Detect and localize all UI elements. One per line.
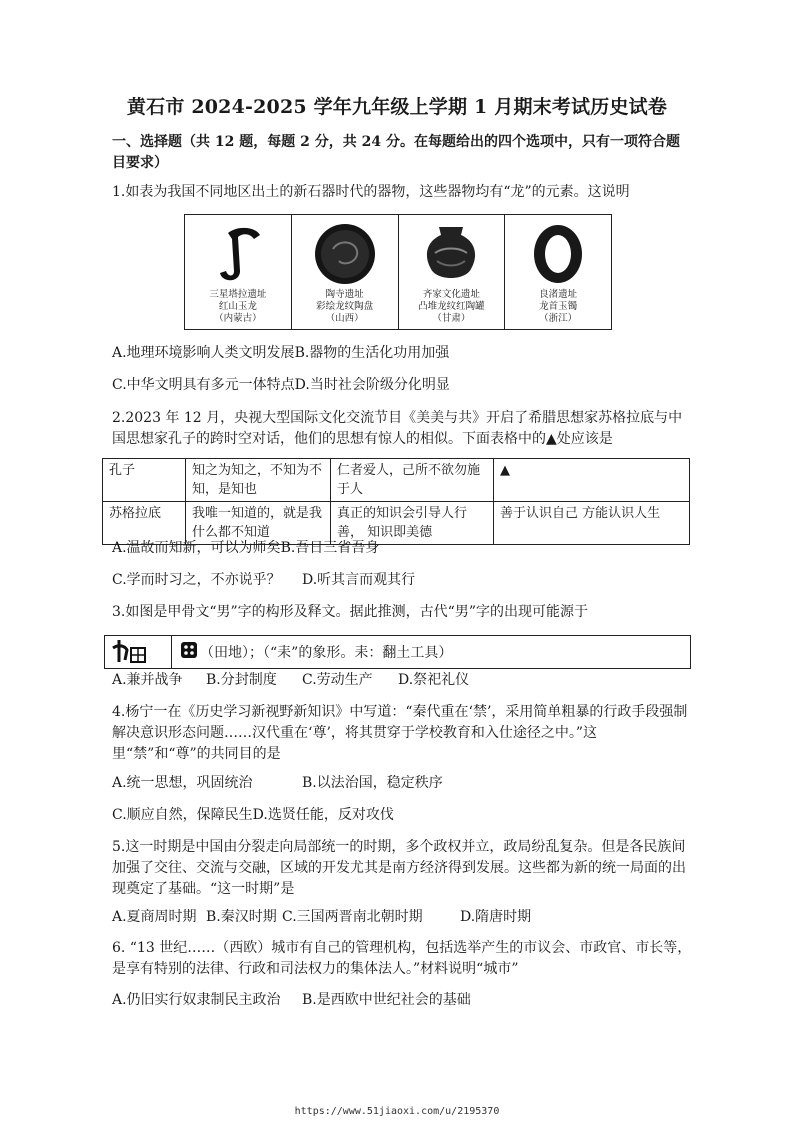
option-a[interactable]: A.兼并战争 (112, 672, 183, 688)
option-a[interactable]: A.仍旧实行奴隶制民主政治 (112, 992, 281, 1008)
option-d[interactable]: D.听其言而观其行 (302, 572, 416, 588)
painted-plate-icon (305, 221, 385, 287)
option-b[interactable]: B.器物的生活化功用加强 (294, 345, 450, 361)
comparison-table (102, 458, 690, 545)
artifact-caption: 红山玉龙 (218, 301, 257, 312)
section-header: 一、选择题（共 12 题，每题 2 分，共 24 分。在每题给出的四个选项中，只有一项符合题目要求） (112, 134, 680, 171)
option-c[interactable]: C.顺应自然，保障民生 (112, 807, 253, 823)
jade-bracelet-icon (518, 221, 598, 287)
artifact-caption: （内蒙古） (214, 313, 262, 324)
table-cell: ▲ (494, 459, 690, 502)
question-4-options-row1 (112, 773, 692, 793)
artifact-caption: 三星塔拉遗址 (209, 289, 267, 300)
pottery-jar-icon (411, 221, 491, 287)
question-2-options-row2 (112, 570, 692, 590)
question-5-stem: 5.这一时期是中国由分裂走向局部统一的时期，多个政权并立，政局纷乱复杂。但是各民族间加强了交往、交流与交融，区域的开发尤其是南方经济得到发展。这些都为新的统一局面的出现奠定了基础。“这一时期”是 (112, 839, 686, 897)
option-b[interactable]: B.是西欧中世纪社会的基础 (302, 992, 471, 1008)
table-cell: 真正的知识会引导人行善， 知识即美德 (331, 502, 494, 545)
artifact-caption: 良渚遗址 (539, 289, 578, 300)
option-a[interactable]: A.温故而知新，可以为师矣 (112, 540, 281, 556)
option-d[interactable]: D.当时社会阶级分化明显 (294, 377, 450, 393)
field-glyph-icon (180, 641, 200, 663)
artifact-caption: 龙首玉镯 (539, 301, 578, 312)
table-cell: 孔子 (103, 459, 186, 502)
option-c[interactable]: C.劳动生产 (302, 672, 373, 688)
question-4-stem: 4.杨宁一在《历史学习新视野新知识》中写道：“秦代重在‘禁’，采用简单粗暴的行政手段强制解决意识形态问题……汉代重在‘尊’，将其贯穿于学校教育和入仕途径之中。”这里“禁”和“尊”的共同目的是 (112, 704, 688, 762)
question-3-options (112, 670, 692, 690)
page-title: 黄石市 2024-2025 学年九年级上学期 1 月期末考试历史试卷 (126, 96, 668, 118)
question-2-stem: 2.2023 年 12 月，央视大型国际文化交流节目《美美与共》开启了希腊思想家苏格拉底与中国思想家孔子的跨时空对话，他们的思想有惊人的相似。下面表格中的▲处应该是 (112, 410, 683, 447)
question-2-options-row1 (112, 538, 692, 558)
oracle-explanation: （田地）；（“耒”的象形。耒：翻土工具） (200, 645, 453, 661)
option-c[interactable]: C.学而时习之，不亦说乎？ (112, 572, 281, 588)
artifact-caption: （甘肃） (432, 313, 471, 324)
table-row (103, 459, 690, 502)
artifact-table (184, 214, 612, 330)
artifact-caption: 彩绘龙纹陶盘 (316, 301, 374, 312)
option-d[interactable]: D.选贤任能，反对攻伐 (252, 807, 394, 823)
option-b[interactable]: B.分封制度 (206, 672, 277, 688)
question-1-options-row2 (112, 375, 692, 395)
option-a[interactable]: A.夏商周时期 (112, 909, 197, 925)
oracle-bone-nan-icon (105, 636, 172, 668)
option-a[interactable]: A.统一思想，巩固统治 (112, 775, 253, 791)
option-a[interactable]: A.地理环境影响人类文明发展 (112, 345, 295, 361)
oracle-bone-table (104, 635, 691, 669)
jade-dragon-icon (198, 221, 278, 287)
artifact-caption: （浙江） (539, 313, 578, 324)
question-3-stem: 3.如图是甲骨文“男”字的构形及释文。据此推测，古代“男”字的出现可能源于 (112, 604, 588, 620)
question-1-options-row1 (112, 343, 692, 363)
artifact-cell (399, 215, 506, 329)
artifact-caption: 陶寺遗址 (325, 289, 364, 300)
artifact-cell (185, 215, 292, 329)
artifact-cell (292, 215, 399, 329)
table-cell: 我唯一知道的，就是我什么都不知道 (186, 502, 331, 545)
artifact-caption: 凸堆龙纹红陶罐 (418, 301, 485, 312)
option-d[interactable]: D.祭祀礼仪 (398, 672, 470, 688)
question-6-options (112, 990, 692, 1010)
option-d[interactable]: D.隋唐时期 (460, 909, 532, 925)
artifact-caption: 齐家文化遗址 (422, 289, 480, 300)
question-6-stem: 6. “13 世纪……（西欧）城市有自己的管理机构，包括选举产生的市议会、市政官、市长等，是享有特别的法律、行政和司法权力的集体法人。”材料说明“城市” (112, 940, 692, 977)
table-cell: 知之为知之，不知为不知，是知也 (186, 459, 331, 502)
table-cell: 善于认识自己 方能认识人生 (494, 502, 690, 545)
artifact-caption: （山西） (325, 313, 364, 324)
table-cell: 苏格拉底 (103, 502, 186, 545)
question-1-stem: 1.如表为我国不同地区出土的新石器时代的器物，这些器物均有“龙”的元素。这说明 (112, 184, 630, 200)
option-b[interactable]: B.吾日三省吾身 (280, 540, 380, 556)
question-5-options (112, 907, 692, 927)
table-cell: 仁者爱人，己所不欲勿施于人 (331, 459, 494, 502)
option-c[interactable]: C.中华文明具有多元一体特点 (112, 377, 295, 393)
option-b[interactable]: B.秦汉时期 (206, 909, 277, 925)
artifact-cell (505, 215, 611, 329)
option-c[interactable]: C.三国两晋南北朝时期 (282, 909, 423, 925)
source-url: https://www.51jiaoxi.com/u/2195370 (294, 1106, 500, 1117)
question-4-options-row2 (112, 805, 692, 825)
option-b[interactable]: B.以法治国，稳定秩序 (302, 775, 443, 791)
